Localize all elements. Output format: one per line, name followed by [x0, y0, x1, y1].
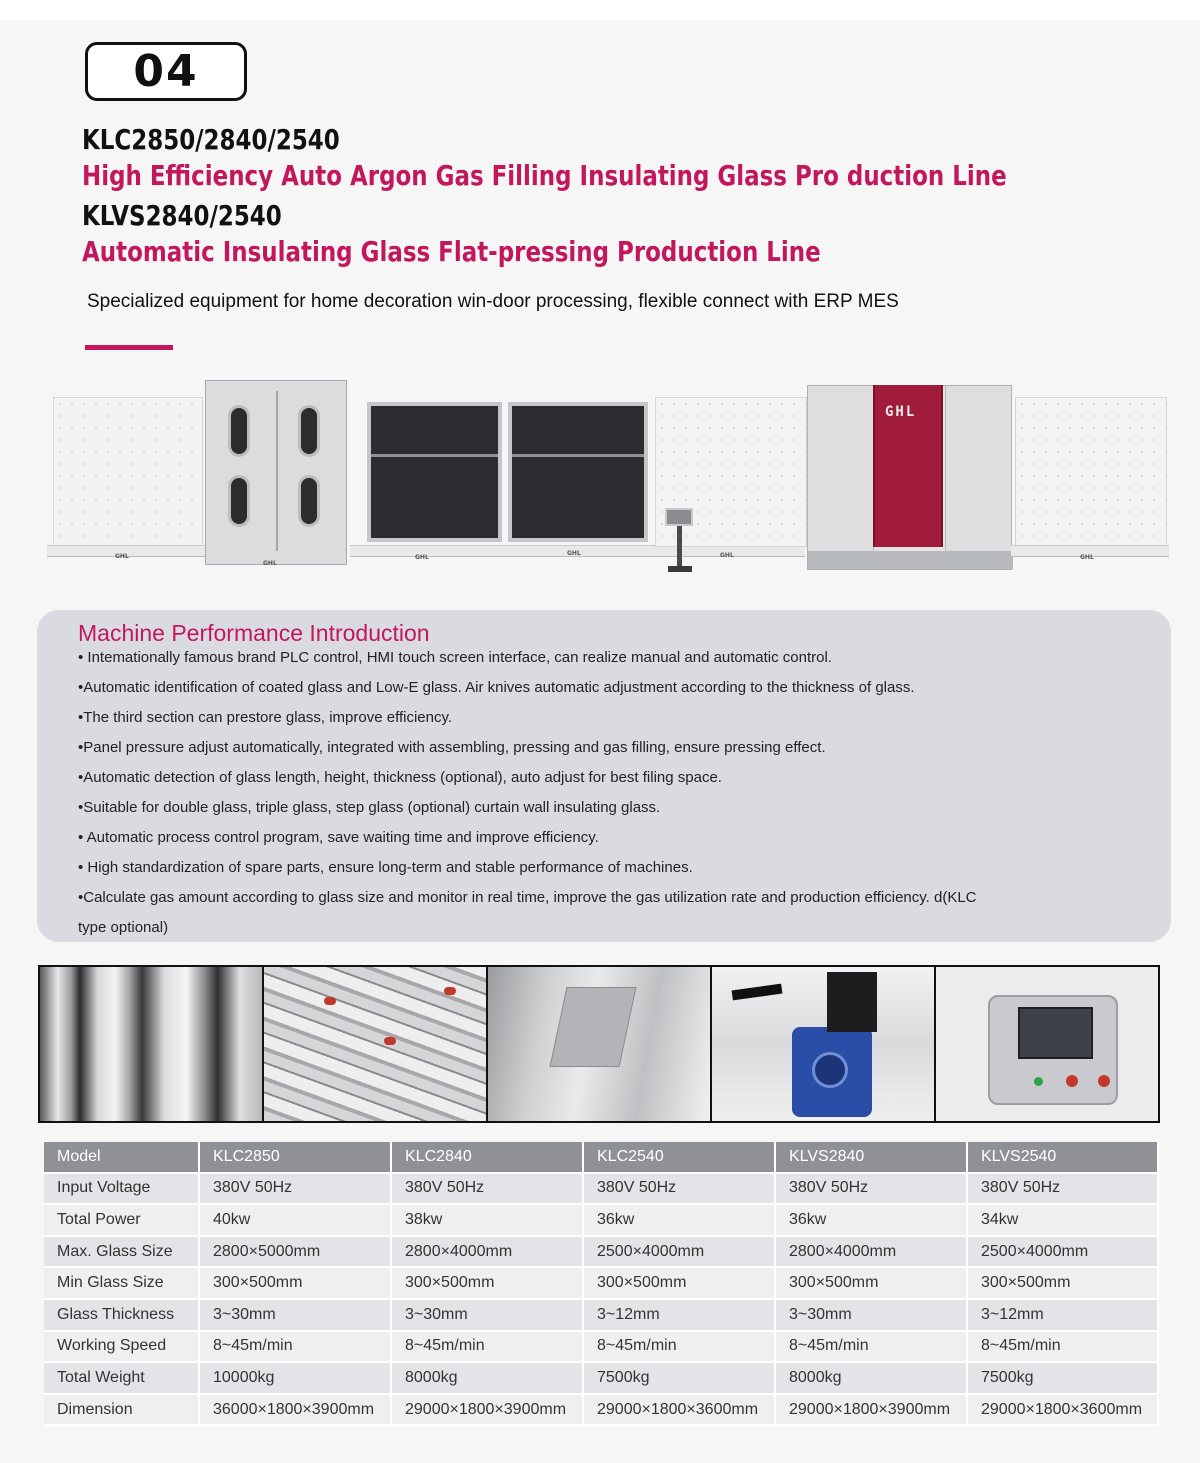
performance-item: • High standardization of spare parts, ensure long-term and stable performance of machines. — [78, 859, 693, 876]
table-cell: 8~45m/min — [968, 1332, 1159, 1364]
performance-title: Machine Performance Introduction — [78, 620, 430, 646]
performance-item: • Automatic process control program, save waiting time and improve efficiency. — [78, 829, 599, 846]
table-cell: 7500kg — [584, 1363, 776, 1395]
accent-divider — [85, 345, 173, 350]
unit-mark: GHL — [720, 552, 734, 559]
washing-cabinet — [205, 380, 347, 565]
press-red-panel — [873, 385, 943, 547]
table-cell: 36000×1800×3900mm — [200, 1395, 392, 1427]
assembly-frame-2 — [508, 402, 648, 542]
table-row — [44, 1332, 1159, 1364]
unit-mark: GHL — [263, 560, 277, 567]
detail-photo-strip — [38, 965, 1160, 1123]
air-float-rack-photo — [264, 967, 488, 1121]
table-cell: 300×500mm — [392, 1268, 584, 1300]
row-label: Max. Glass Size — [44, 1237, 200, 1269]
row-label: Total Power — [44, 1205, 200, 1237]
roller-columns-photo — [40, 967, 264, 1121]
performance-item: type optional) — [78, 919, 169, 936]
table-cell: 300×500mm — [968, 1268, 1159, 1300]
table-cell: 380V 50Hz — [392, 1174, 584, 1206]
table-cell: 2500×4000mm — [968, 1237, 1159, 1269]
unit-mark: GHL — [115, 553, 129, 560]
input-conveyor — [53, 397, 203, 547]
cabinet-window — [228, 405, 250, 457]
model-heading-2: KLVS2840/2540 — [82, 199, 282, 232]
row-label: Dimension — [44, 1395, 200, 1427]
table-header-cell: KLVS2540 — [968, 1142, 1159, 1174]
unit-mark: GHL — [1080, 554, 1094, 561]
table-header-cell: KLVS2840 — [776, 1142, 968, 1174]
table-cell: 3~30mm — [776, 1300, 968, 1332]
table-header-cell: KLC2540 — [584, 1142, 776, 1174]
performance-item: •The third section can prestore glass, improve efficiency. — [78, 709, 453, 726]
table-cell: 2800×4000mm — [776, 1237, 968, 1269]
product-line-heading-1: High Efficiency Auto Argon Gas Filling Insulating Glass Pro duction Line — [82, 159, 1007, 192]
production-line-illustration — [45, 380, 1170, 580]
table-header-cell: KLC2850 — [200, 1142, 392, 1174]
table-cell: 380V 50Hz — [968, 1174, 1159, 1206]
table-header-row — [44, 1142, 1159, 1174]
table-cell: 40kw — [200, 1205, 392, 1237]
subtitle: Specialized equipment for home decoration win-door processing, flexible connect with ERP MES — [87, 291, 899, 312]
assembly-frame-1 — [367, 402, 502, 542]
table-cell: 29000×1800×3600mm — [584, 1395, 776, 1427]
performance-item: •Suitable for double glass, triple glass, step glass (optional) curtain wall insulating glass. — [78, 799, 661, 816]
cabinet-window — [228, 475, 250, 527]
table-cell: 380V 50Hz — [584, 1174, 776, 1206]
output-conveyor — [1015, 397, 1167, 547]
table-cell: 7500kg — [968, 1363, 1159, 1395]
table-cell: 3~12mm — [968, 1300, 1159, 1332]
unit-mark: GHL — [567, 550, 581, 557]
table-cell: 8000kg — [392, 1363, 584, 1395]
table-header-cell: Model — [44, 1142, 200, 1174]
cabinet-window — [298, 475, 320, 527]
hmi-terminal — [665, 508, 695, 578]
table-cell: 34kw — [968, 1205, 1159, 1237]
table-cell: 300×500mm — [776, 1268, 968, 1300]
table-cell: 380V 50Hz — [776, 1174, 968, 1206]
pressing-plate-photo — [488, 967, 712, 1121]
table-cell: 36kw — [584, 1205, 776, 1237]
table-cell: 3~30mm — [392, 1300, 584, 1332]
product-line-heading-2: Automatic Insulating Glass Flat-pressing Production Line — [82, 235, 821, 268]
row-label: Input Voltage — [44, 1174, 200, 1206]
table-cell: 300×500mm — [584, 1268, 776, 1300]
table-header-cell: KLC2840 — [392, 1142, 584, 1174]
cabinet-window — [298, 405, 320, 457]
table-cell: 8~45m/min — [584, 1332, 776, 1364]
table-cell: 8~45m/min — [392, 1332, 584, 1364]
performance-item: •Automatic detection of glass length, height, thickness (optional), auto adjust for best filing space. — [78, 769, 722, 786]
table-cell: 2800×5000mm — [200, 1237, 392, 1269]
table-cell: 380V 50Hz — [200, 1174, 392, 1206]
table-cell: 3~12mm — [584, 1300, 776, 1332]
table-cell: 29000×1800×3900mm — [392, 1395, 584, 1427]
servo-gearbox-photo — [712, 967, 936, 1121]
performance-item: •Automatic identification of coated glass and Low-E glass. Air knives automatic adjustment according to the thickness of glass. — [78, 679, 915, 696]
row-label: Working Speed — [44, 1332, 200, 1364]
table-cell: 2500×4000mm — [584, 1237, 776, 1269]
row-label: Total Weight — [44, 1363, 200, 1395]
unit-mark: GHL — [415, 554, 429, 561]
section-number-badge: 04 — [85, 42, 247, 101]
table-row — [44, 1205, 1159, 1237]
table-cell: 8~45m/min — [200, 1332, 392, 1364]
row-label: Glass Thickness — [44, 1300, 200, 1332]
model-heading-1: KLC2850/2840/2540 — [82, 123, 340, 156]
table-row — [44, 1174, 1159, 1206]
table-cell: 38kw — [392, 1205, 584, 1237]
table-row — [44, 1300, 1159, 1332]
table-row — [44, 1237, 1159, 1269]
table-cell: 300×500mm — [200, 1268, 392, 1300]
table-cell: 29000×1800×3900mm — [776, 1395, 968, 1427]
performance-item: •Panel pressure adjust automatically, integrated with assembling, pressing and gas filling, ensure pressing effect. — [78, 739, 826, 756]
table-cell: 8000kg — [776, 1363, 968, 1395]
table-cell: 3~30mm — [200, 1300, 392, 1332]
table-cell: 36kw — [776, 1205, 968, 1237]
table-row — [44, 1395, 1159, 1427]
performance-item: • Intemationally famous brand PLC control, HMI touch screen interface, can realize manual and automatic control. — [78, 649, 832, 666]
table-cell: 10000kg — [200, 1363, 392, 1395]
control-panel-photo — [936, 967, 1158, 1121]
performance-item: •Calculate gas amount according to glass size and monitor in real time, improve the gas utilization rate and production efficiency. d(KLC — [78, 889, 977, 906]
table-cell: 8~45m/min — [776, 1332, 968, 1364]
spec-table — [44, 1142, 1159, 1426]
brand-logo: GHL — [885, 404, 917, 420]
table-cell: 29000×1800×3600mm — [968, 1395, 1159, 1427]
table-cell: 2800×4000mm — [392, 1237, 584, 1269]
row-label: Min Glass Size — [44, 1268, 200, 1300]
table-row — [44, 1268, 1159, 1300]
table-row — [44, 1363, 1159, 1395]
